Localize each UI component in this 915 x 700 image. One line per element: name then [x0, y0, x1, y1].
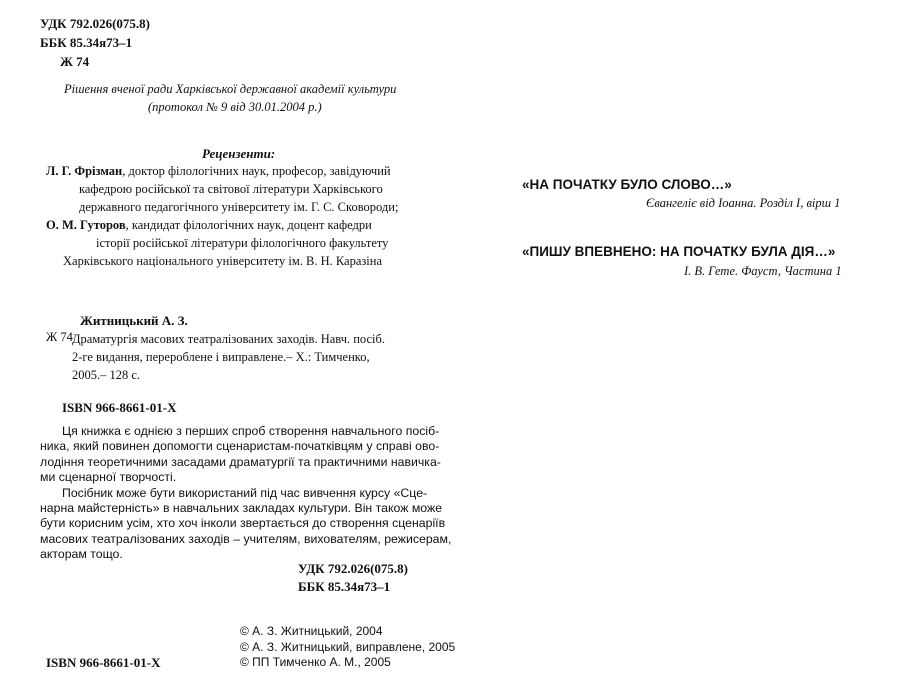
- epigraph-2-source: І. В. Гете. Фауст, Частина 1: [684, 264, 842, 278]
- council-protocol: (протокол № 9 від 30.01.2004 р.): [148, 100, 322, 114]
- reviewer-2: [46, 216, 388, 270]
- reviewer-1-line3: державного педагогічного університету ім. Г. С. Сковороди;: [79, 200, 399, 214]
- reviewer-2-line2: історії російської літератури філологічного факультету: [96, 236, 389, 250]
- record-year-line: 2005.– 128 с.: [72, 368, 141, 382]
- reviewer-1-title: , доктор філологічних наук, професор, завідуючий: [122, 164, 391, 178]
- record-title-line: Драматургія масових театралізованих заходів. Навч. посіб.: [72, 332, 385, 346]
- annotation-line: ника, який повинен допомогти сценаристам-початківцям у справі ово-: [40, 439, 440, 454]
- annotation-line: Ця книжка є однією з перших спроб створення навчального посіб-: [62, 424, 440, 438]
- copyright-line: © А. З. Житницький, виправлене, 2005: [240, 639, 456, 654]
- annotation-line: ми сценарної творчості.: [40, 470, 177, 485]
- classification-block: [40, 14, 150, 71]
- isbn-bottom: ISBN 966-8661-01-X: [46, 655, 161, 670]
- council-decision: [64, 80, 396, 116]
- bbk-code: ББК 85.34я73–1: [40, 35, 133, 50]
- bottom-bbk-code: ББК 85.34я73–1: [298, 579, 391, 594]
- record-author: Житницький А. З.: [80, 313, 188, 328]
- council-decision-line1: Рішення вченої ради Харківської державної академії культури: [64, 82, 397, 96]
- copyright-line: © ПП Тимченко А. М., 2005: [240, 655, 391, 669]
- record-edition-line: 2-ге видання, перероблене і виправлене.– Х.: Тимченко,: [72, 350, 370, 364]
- annotation-line: акторам тощо.: [40, 547, 123, 562]
- reviewer-1: [46, 162, 398, 216]
- epigraph-1-source: Євангеліє від Іоанна. Розділ І, вірш 1: [646, 196, 841, 210]
- reviewer-2-line3: Харківського національного університету ім. В. Н. Каразіна: [63, 254, 383, 268]
- annotation-line: нарна майстерність» в навчальних закладах культури. Він також може: [40, 501, 443, 516]
- reviewer-1-line2: кафедрою російської та світової літератури Харківського: [79, 182, 383, 196]
- reviewers-heading: Рецензенти:: [202, 146, 276, 161]
- bibliographic-record: [72, 330, 385, 384]
- udk-code: УДК 792.026(075.8): [40, 16, 151, 31]
- isbn: ISBN 966-8661-01-X: [62, 400, 177, 415]
- copyright-block: [240, 624, 455, 671]
- reviewer-1-name: Л. Г. Фрізман: [46, 164, 123, 178]
- epigraph-1-quote: «НА ПОЧАТКУ БУЛО СЛОВО…»: [522, 177, 732, 192]
- record-code: Ж 74: [46, 330, 73, 344]
- annotation: [40, 424, 452, 563]
- reviewer-2-title: , кандидат філологічних наук, доцент кафедри: [125, 218, 372, 232]
- bottom-classification: [298, 560, 408, 596]
- annotation-line: масових театралізованих заходів – учителям, вихователям, режисерам,: [40, 531, 452, 546]
- annotation-line: бути корисним усім, хто хоч інколи звертається до створення сценаріїв: [40, 516, 446, 531]
- bottom-udk-code: УДК 792.026(075.8): [298, 561, 409, 576]
- reviewer-2-name: О. М. Гуторов: [46, 218, 126, 232]
- copyright-line: © А. З. Житницький, 2004: [240, 624, 383, 638]
- author-mark: Ж 74: [60, 54, 90, 69]
- annotation-line: Посібник може бути використаний під час вивчення курсу «Сце-: [62, 485, 428, 500]
- annotation-line: лодіння теоретичними засадами драматургії та практичними навичка-: [40, 454, 441, 469]
- epigraph-2-quote: «ПИШУ ВПЕВНЕНО: НА ПОЧАТКУ БУЛА ДІЯ…»: [522, 244, 836, 259]
